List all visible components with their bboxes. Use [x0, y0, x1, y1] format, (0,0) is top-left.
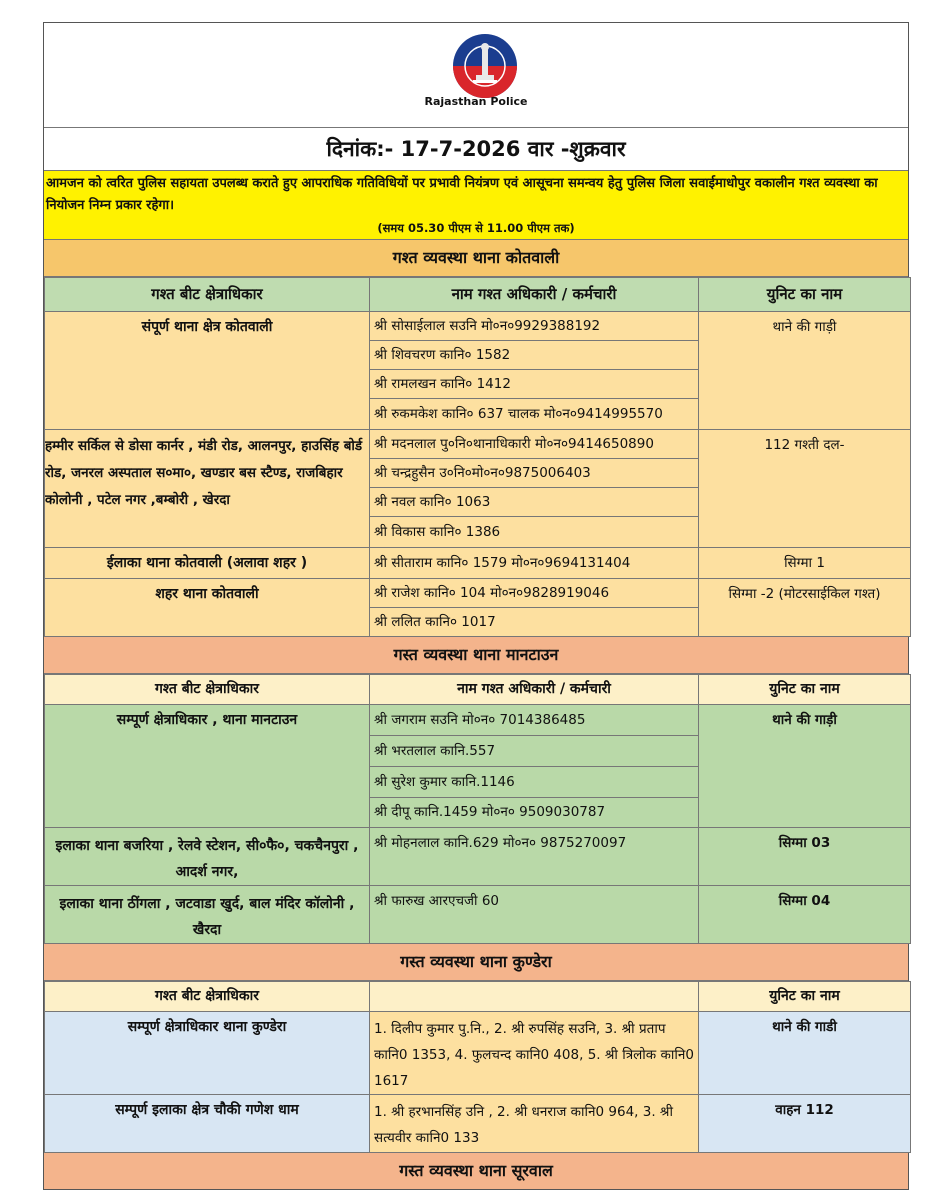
table-header-row — [45, 982, 911, 1012]
staff-name: श्री ललित कानि० 1017 — [370, 608, 699, 637]
date-line: दिनांक:- 17-7-2026 वार -शुक्रवार — [44, 128, 908, 171]
beat-area: ईलाका थाना कोतवाली (अलावा शहर ) — [45, 548, 370, 579]
staff-name: 1. श्री हरभानसिंह उनि , 2. श्री धनराज कानि0 964, 3. श्री सत्यवीर कानि0 133 — [370, 1095, 699, 1153]
col-header-area: गश्त बीट क्षेत्राधिकार — [45, 675, 370, 705]
table-row — [45, 828, 911, 886]
col-header-unit: युनिट का नाम — [699, 278, 911, 312]
beat-area: सम्पूर्ण इलाका क्षेत्र चौकी गणेश धाम — [45, 1095, 370, 1153]
table-row — [45, 1012, 911, 1095]
beat-area: इलाका थाना ठींगला , जटवाडा खुर्द, बाल मंदिर कॉलोनी , खैरदा — [45, 886, 370, 944]
beat-area: सम्पूर्ण क्षेत्राधिकार , थाना मानटाउन — [45, 705, 370, 828]
page-header — [44, 23, 908, 128]
unit-name: थाने की गाड़ी — [699, 312, 911, 430]
staff-name: 1. दिलीप कुमार पु.नि., 2. श्री रुपसिंह सउनि, 3. श्री प्रताप कानि0 1353, 4. फुलचन्द कानि0 408, 5. श्री त्रिलोक कानि0 1617 — [370, 1012, 699, 1095]
staff-name: श्री विकास कानि० 1386 — [370, 517, 699, 548]
beat-area: इलाका थाना बजरिया , रेलवे स्टेशन, सी०फै०, चकचैनपुरा , आदर्श नगर, — [45, 828, 370, 886]
intro-text: आमजन को त्वरित पुलिस सहायता उपलब्ध कराते हुए आपराधिक गतिविधियों पर प्रभावी नियंत्रण एवं आसूचना समन्वय हेतु पुलिस जिला सवाईमाधोपुर वकालीन गश्त व्यवस्था का नियोजन निम्न प्रकार रहेगा। — [46, 176, 878, 213]
staff-name: श्री चन्द्रहुसैन उ०नि०मो०न०9875006403 — [370, 459, 699, 488]
section-title-kotwali: गश्त व्यवस्था थाना कोतवाली — [44, 240, 908, 277]
intro-time: (समय 05.30 पीएम से 11.00 पीएम तक) — [377, 221, 575, 235]
staff-name: श्री रुकमकेश कानि० 637 चालक मो०न०9414995570 — [370, 399, 699, 430]
staff-name: श्री सोसाईलाल सउनि मो०न०9929388192 — [370, 312, 699, 341]
beat-area: संपूर्ण थाना क्षेत्र कोतवाली — [45, 312, 370, 430]
staff-name: श्री रामलखन कानि० 1412 — [370, 370, 699, 399]
duty-roster-sheet — [43, 22, 909, 1190]
beat-area: हम्मीर सर्किल से डोसा कार्नर , मंडी रोड, आलनपुर, हाउसिंह बोर्ड रोड, जनरल अस्पताल स०मा०, खण्डार बस स्टैण्ड, राजबिहार कोलोनी , पटेल नगर ,बम्बोरी , खेरदा — [45, 430, 370, 548]
table-row — [45, 1095, 911, 1153]
staff-name: श्री राजेश कानि० 104 मो०न०9828919046 — [370, 579, 699, 608]
section-title-mantown: गस्त व्यवस्था थाना मानटाउन — [44, 637, 908, 674]
unit-name: सिग्मा -2 (मोटरसाईकिल गश्त) — [699, 579, 911, 637]
col-header-unit: युनिट का नाम — [699, 675, 911, 705]
staff-name: श्री शिवचरण कानि० 1582 — [370, 341, 699, 370]
table-header-row — [45, 675, 911, 705]
staff-name: श्री सुरेश कुमार कानि.1146 — [370, 767, 699, 798]
staff-name: श्री जगराम सउनि मो०न० 7014386485 — [370, 705, 699, 736]
table-row — [45, 430, 911, 459]
section-title-surwal: गस्त व्यवस्था थाना सूरवाल — [44, 1153, 908, 1189]
unit-name: सिग्मा 03 — [699, 828, 911, 886]
table-row — [45, 886, 911, 944]
table-row — [45, 705, 911, 736]
unit-name: वाहन 112 — [699, 1095, 911, 1153]
table-row — [45, 548, 911, 579]
staff-name: श्री फारुख आरएचजी 60 — [370, 886, 699, 944]
staff-name: श्री भरतलाल कानि.557 — [370, 736, 699, 767]
intro-notice — [44, 171, 908, 240]
rajasthan-police-emblem-icon — [452, 33, 518, 99]
beat-area: सम्पूर्ण क्षेत्राधिकार थाना कुण्डेरा — [45, 1012, 370, 1095]
staff-name: श्री मदनलाल पु०नि०थानाधिकारी मो०न०9414650890 — [370, 430, 699, 459]
mantown-table — [44, 674, 911, 944]
section-title-kundera: गस्त व्यवस्था थाना कुण्डेरा — [44, 944, 908, 981]
unit-name: थाने की गाड़ी — [699, 705, 911, 828]
staff-name: श्री मोहनलाल कानि.629 मो०न० 9875270097 — [370, 828, 699, 886]
unit-name: 112 गश्ती दल- — [699, 430, 911, 548]
col-header-staff — [370, 982, 699, 1012]
unit-name: सिग्मा 1 — [699, 548, 911, 579]
staff-name: श्री दीपू कानि.1459 मो०न० 9509030787 — [370, 798, 699, 828]
col-header-unit: युनिट का नाम — [699, 982, 911, 1012]
table-row — [45, 579, 911, 608]
staff-name: श्री नवल कानि० 1063 — [370, 488, 699, 517]
kundera-table — [44, 981, 911, 1153]
table-row — [45, 312, 911, 341]
kotwali-table — [44, 277, 911, 637]
unit-name: सिग्मा 04 — [699, 886, 911, 944]
col-header-area: गश्त बीट क्षेत्राधिकार — [45, 982, 370, 1012]
beat-area: शहर थाना कोतवाली — [45, 579, 370, 637]
col-header-staff: नाम गश्त अधिकारी / कर्मचारी — [370, 278, 699, 312]
org-name: Rajasthan Police — [424, 95, 528, 108]
col-header-staff: नाम गश्त अधिकारी / कर्मचारी — [370, 675, 699, 705]
table-header-row — [45, 278, 911, 312]
staff-name: श्री सीताराम कानि० 1579 मो०न०9694131404 — [370, 548, 699, 579]
unit-name: थाने की गाडी — [699, 1012, 911, 1095]
col-header-area: गश्त बीट क्षेत्राधिकार — [45, 278, 370, 312]
